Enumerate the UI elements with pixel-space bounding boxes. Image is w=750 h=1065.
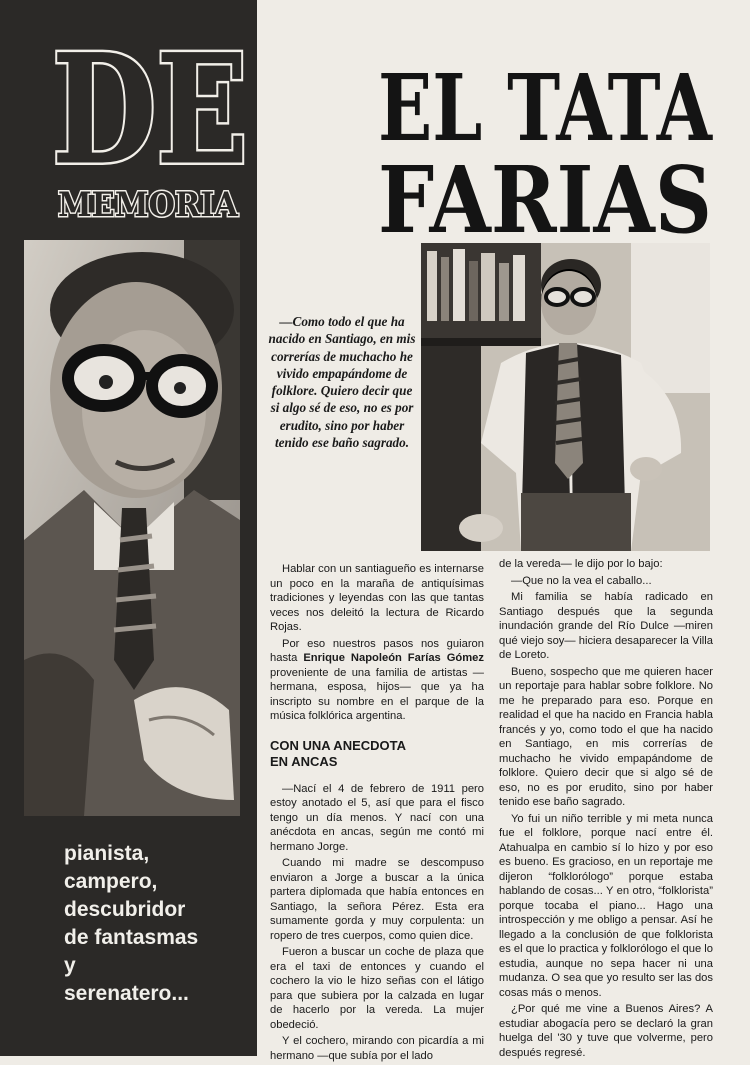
body-paragraph: de la vereda— le dijo por lo bajo:: [499, 558, 663, 570]
body-text: proveniente de una familia de artistas —hermana, esposa, hijos— que ya ha inscripto su nombre en el parque de la música folklórica argentina.: [270, 666, 484, 722]
subheading-line: EN ANCAS: [270, 753, 338, 769]
section-title-de: [50, 34, 250, 174]
body-paragraph: Y el cochero, mirando con picardía a mi hermano —que subía por el lado: [270, 1035, 484, 1062]
body-paragraph: Hablar con un santiagueño es internarse un poco en la maraña de antiquísimas tradiciones y leyendas con las que tantas veces nos deleitó la lectura de Ricardo Rojas.: [270, 563, 484, 633]
body-paragraph: —Que no la vea el caballo...: [511, 574, 652, 587]
article-headline: [376, 58, 716, 238]
tagline-line: descubridor: [64, 898, 186, 921]
article-column-1: [270, 562, 484, 1065]
tagline-line: pianista,: [64, 842, 150, 865]
tagline-line: de fantasmas: [64, 926, 199, 949]
body-paragraph: Mi familia se había radicado en Santiago después que la segunda inundación grande del Río Dulce —miren qué viejo soy— hiciera desaparecer la Villa de Loreto.: [499, 591, 713, 661]
body-paragraph: Cuando mi madre se descompuso enviaron a Jorge a buscar a la única partera diplomada que había entonces en Santiago, la señora Pérez. Esta era sumamente gorda y muy corpulenta: un ropero de tres cuerpos, como quien dice.: [270, 857, 484, 942]
subheading-line: CON UNA ANECDOTA: [270, 737, 407, 753]
tagline-line: y: [64, 954, 76, 977]
left-sidebar-band: [0, 0, 257, 1056]
article-column-2: [499, 557, 713, 1062]
tagline-line: serenatero...: [64, 982, 189, 1005]
tagline: [64, 840, 249, 1008]
section-title-big-fill: DE: [52, 34, 248, 174]
tagline-line: campero,: [64, 870, 158, 893]
headline-line2: FARIAS: [378, 146, 712, 238]
body-paragraph: Yo fui un niño terrible y mi meta nunca fue el folklore, porque nací entre él. Atahualpa en cambio sí lo hizo y por eso es bueno. Es gracioso, en un reportaje me dijeron “folklorólogo” porque estaba hablando de cosas... Y en otro, “folklorista” porque tocaba el piano... Hago una introspección y me obligo a pensar. Así he llegado a la conclusión de que folklorista es el que lo practica y folklorólogo el que lo estudia, aunque no sepa hacer ni una mudanza. O sea que yo resulto ser las dos cosas más o menos.: [499, 812, 713, 999]
body-paragraph: —Nací el 4 de febrero de 1911 pero estoy anotado el 5, así que para el fisco tengo un día menos. Y nací con una anécdota en ancas, según me contó mi hermano Jorge.: [270, 782, 484, 853]
portrait-photo-library: [421, 243, 710, 551]
headline-line1: EL TATA: [378, 58, 714, 162]
pull-quote: —Como todo el que ha nacido en Santiago, en mis correrías de muchacho he vivido empapándome de folklore. Quiero decir que si algo sé de eso, no es por erudito, sino por haber tenido ese baño sagrado.: [268, 314, 416, 451]
section-title-big: DE: [52, 34, 248, 174]
body-paragraph: Fueron a buscar un coche de plaza que era el taxi de entonces y cuando el cochero la vio le hizo señas con el látigo para que subiera por la calzada en lugar de hacerlo por la vereda. La mujer obedeció.: [270, 946, 484, 1031]
body-paragraph: ¿Por qué me vine a Buenos Aires? A estudiar abogacía pero se declaró la gran huelga del '30 y tuve que volverme, pero después regresé.: [499, 1003, 713, 1059]
section-subheading: [270, 738, 484, 770]
body-paragraph: Bueno, sospecho que me quieren hacer un reportaje para hablar sobre folklore. No me he preparado para eso. Porque en realidad el que ha nacido en Francia habla francés y yo, como todo el que ha nacido en Santiago, en mis correrías de muchacho he vivido empapándome de folklore. Quiero decir que si algo sé de eso, no es por erudito, sino por haber tenido ese baño sagrado.: [499, 665, 713, 808]
section-title-small: MEMORIA: [58, 185, 239, 225]
person-name: Enrique Napoleón Farías Gómez: [303, 652, 484, 664]
body-paragraph: [270, 637, 484, 724]
portrait-photo-closeup: [24, 240, 240, 816]
body-text: Por eso nuestros pasos nos guiaron hasta: [270, 637, 484, 664]
section-title-memoria: [56, 178, 241, 226]
